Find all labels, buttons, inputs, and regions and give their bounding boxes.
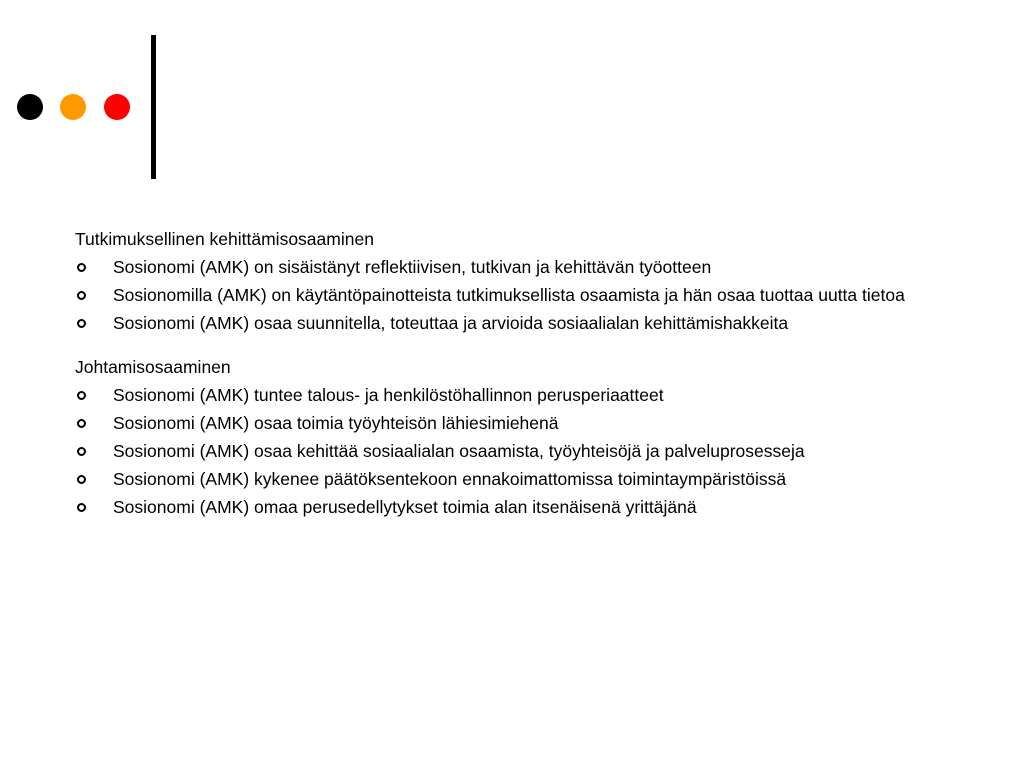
list-item (75, 439, 955, 463)
list-item-text: Sosionomilla (AMK) on käytäntöpainotteista tutkimuksellista osaamista ja hän osaa tuottaa uutta tietoa (113, 285, 905, 305)
decorative-black-dot (17, 94, 43, 120)
list-item-text: Sosionomi (AMK) osaa kehittää sosiaalialan osaamista, työyhteisöjä ja palveluprosesseja (113, 441, 805, 461)
bullet-list (75, 255, 955, 335)
hollow-bullet-icon (77, 447, 86, 456)
hollow-bullet-icon (77, 419, 86, 428)
hollow-bullet-icon (77, 263, 86, 272)
list-item (75, 255, 955, 279)
list-item (75, 411, 955, 435)
section-leadership (75, 355, 955, 519)
hollow-bullet-icon (77, 503, 86, 512)
slide-content (75, 227, 955, 519)
bullet-list (75, 383, 955, 519)
hollow-bullet-icon (77, 291, 86, 300)
list-item-text: Sosionomi (AMK) tuntee talous- ja henkilöstöhallinnon perusperiaatteet (113, 385, 664, 405)
hollow-bullet-icon (77, 475, 86, 484)
list-item-text: Sosionomi (AMK) osaa suunnitella, toteuttaa ja arvioida sosiaalialan kehittämishakkeita (113, 313, 789, 333)
section-heading: Tutkimuksellinen kehittämisosaaminen (75, 229, 374, 249)
list-item (75, 495, 955, 519)
list-item-text: Sosionomi (AMK) kykenee päätöksentekoon ennakoimattomissa toimintaympäristöissä (113, 469, 787, 489)
hollow-bullet-icon (77, 391, 86, 400)
decorative-red-dot (104, 94, 130, 120)
list-item-text: Sosionomi (AMK) omaa perusedellytykset toimia alan itsenäisenä yrittäjänä (113, 497, 697, 517)
list-item (75, 383, 955, 407)
hollow-bullet-icon (77, 319, 86, 328)
decorative-vertical-line (151, 35, 156, 179)
list-item (75, 283, 955, 307)
list-item-text: Sosionomi (AMK) on sisäistänyt reflektiivisen, tutkivan ja kehittävän työotteen (113, 257, 712, 277)
list-item (75, 467, 955, 491)
list-item (75, 311, 955, 335)
decorative-orange-dot (60, 94, 86, 120)
section-research-development (75, 227, 955, 335)
section-heading: Johtamisosaaminen (75, 357, 231, 377)
list-item-text: Sosionomi (AMK) osaa toimia työyhteisön lähiesimiehenä (113, 413, 559, 433)
